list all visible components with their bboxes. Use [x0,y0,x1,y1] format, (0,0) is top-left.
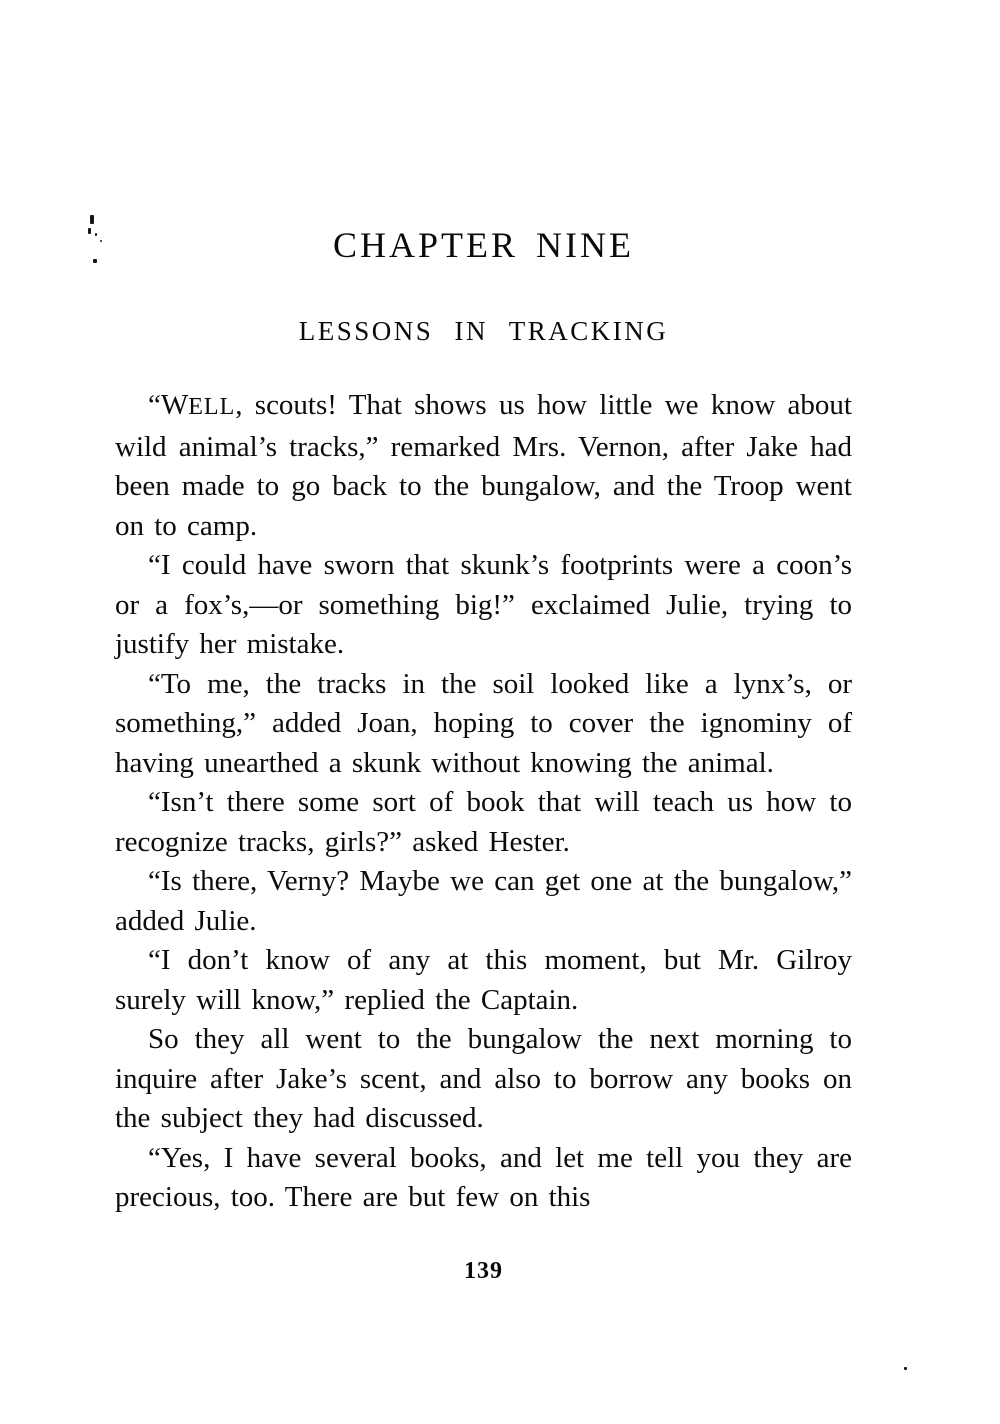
body-text [115,386,852,1218]
paragraph-smallcaps: ELL [188,394,236,420]
paragraph: So they all went to the bungalow the next morning to inquire after Jake’s scent, and also to borrow any books on the subject they had discussed. [115,1023,852,1134]
scan-speckle [90,215,94,224]
paragraph: “Is there, Verny? Maybe we can get one at the bungalow,” added Julie. [115,865,852,937]
scan-speckle [93,259,97,263]
paragraph-rest: , scouts! That shows us how little we know about wild animal’s tracks,” remarked Mrs. Vernon, after Jake had been made to go back to the bungalow, and the Troop went on to camp. [115,389,852,542]
paragraph: “I don’t know of any at this moment, but Mr. Gilroy surely will know,” replied the Captain. [115,944,852,1016]
paragraph: “I could have sworn that skunk’s footprints were a coon’s or a fox’s,—or something big!” exclaimed Julie, trying to justify her mistake. [115,549,852,660]
paragraph: “To me, the tracks in the soil looked like a lynx’s, or something,” added Joan, hoping to cover the ignominy of having unearthed a skunk without knowing the animal. [115,667,852,779]
chapter-title: CHAPTER NINE [333,225,634,265]
paragraph [115,386,852,546]
scan-speckle [904,1367,907,1370]
section-title: LESSONS IN TRACKING [298,316,669,346]
scan-speckle [100,240,102,242]
paragraph: “Isn’t there some sort of book that will teach us how to recognize tracks, girls?” asked Hester. [115,786,852,858]
paragraph-lead: “W [148,389,189,421]
scan-speckle [88,228,91,234]
paragraph: “Yes, I have several books, and let me tell you they are precious, too. There are but few on this [115,1141,852,1213]
scan-speckle [95,233,97,236]
page-number: 139 [464,1258,503,1284]
